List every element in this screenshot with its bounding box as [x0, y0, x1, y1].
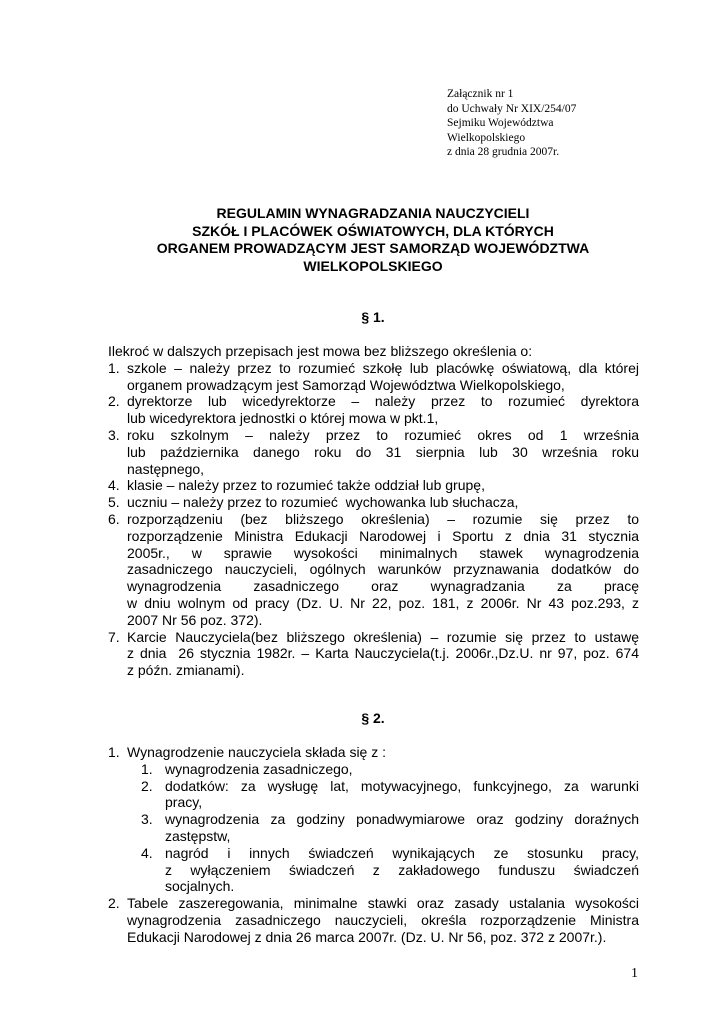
- salary-list-continued: [108, 895, 639, 945]
- annex-header: [447, 87, 647, 160]
- annex-line: do Uchwały Nr XIX/254/07: [447, 102, 577, 115]
- title-line: WIELKOPOLSKIEGO: [303, 257, 443, 274]
- item-number: 3.: [108, 426, 120, 443]
- annex-line: Wielkopolskiego: [447, 131, 526, 144]
- item-number: 6.: [108, 510, 120, 527]
- item-number: 5.: [108, 494, 120, 511]
- definitions-list: [108, 360, 639, 679]
- salary-list: [108, 744, 639, 761]
- item-number: 1.: [141, 760, 153, 777]
- list-item: 4. klasie – należy przez to rozumieć także oddział lub grupę,: [108, 477, 485, 494]
- salary-components-list: [108, 761, 639, 895]
- page-number: 1: [631, 966, 638, 981]
- list-item: 3. roku szkolnym – należy przez to rozumieć okres od 1 września lub października danego roku do 31 sierpnia lub 30 września roku następnego,: [108, 426, 639, 477]
- title-line: SZKÓŁ I PLACÓWEK OŚWIATOWYCH, DLA KTÓRYCH: [192, 222, 554, 239]
- list-item: 3. wynagrodzenia za godziny ponadwymiarowe oraz godziny doraźnych zastępstw,: [141, 811, 639, 844]
- list-item: 2. Tabele zaszeregowania, minimalne stawki oraz zasady ustalania wysokości wynagrodzenia zasadniczego nauczycieli, określa rozporządzenie Ministra Edukacji Narodowej z dnia 26 marca 2007r. (Dz. U. Nr 56, poz. 372 z 2007r.).: [108, 895, 639, 945]
- list-item: 4. nagród i innych świadczeń wynikających ze stosunku pracy, z wyłączeniem świadczeń z zakładowego funduszu świadczeń socjalnych.: [141, 844, 639, 895]
- section-2-body: [108, 744, 639, 946]
- section-1-body: [108, 343, 639, 679]
- list-item: 6. rozporządzeniu (bez bliższego określenia) – rozumie się przez to rozporządzenie Ministra Edukacji Narodowej i Sportu z dnia 31 stycznia 2005r., w sprawie wysokości minimalnych stawek wynagrodzenia zasadniczego nauczycieli, ogólnych warunków przyznawania dodatków do wynagrodzenia zasadniczego oraz wynagradzania za pracę w dniu wolnym od pracy (Dz. U. Nr 22, poz. 181, z 2006r. Nr 43 poz.293, z 2007 Nr 56 poz. 372).: [108, 510, 639, 628]
- list-item: 2. dyrektorze lub wicedyrektorze – należy przez to rozumieć dyrektora lub wicedyrektora jednostki o której mowa w pkt.1,: [108, 393, 639, 427]
- list-item: 2. dodatków: za wysługę lat, motywacyjnego, funkcyjnego, za warunki pracy,: [141, 777, 639, 811]
- annex-line: z dnia 28 grudnia 2007r.: [447, 146, 560, 159]
- title-line: ORGANEM PROWADZĄCYM JEST SAMORZĄD WOJEWÓDZTWA: [156, 240, 590, 256]
- item-number: 1.: [108, 744, 120, 760]
- title-line: REGULAMIN WYNAGRADZANIA NAUCZYCIELI: [216, 205, 530, 221]
- item-number: 7.: [108, 628, 120, 645]
- document-title: [108, 205, 638, 275]
- list-item: 1. Wynagrodzenie nauczyciela składa się z :: [108, 744, 387, 760]
- item-number: 1.: [108, 359, 120, 376]
- list-item: 1. szkole – należy przez to rozumieć szkołę lub placówkę oświatową, dla której organem prowadzącym jest Samorząd Województwa Wielkopolskiego,: [108, 359, 639, 393]
- list-item: 5. uczniu – należy przez to rozumieć wychowanka lub słuchacza,: [108, 494, 519, 511]
- section-1-heading: § 1.: [361, 309, 385, 325]
- item-number: 4.: [108, 477, 120, 494]
- item-number: 4.: [141, 844, 153, 861]
- item-number: 2.: [108, 393, 120, 410]
- section-2-heading: § 2.: [361, 710, 385, 726]
- section-1-intro: Ilekroć w dalszych przepisach jest mowa bez bliższego określenia o:: [108, 343, 533, 359]
- item-number: 2.: [108, 895, 120, 912]
- item-number: 3.: [141, 811, 153, 828]
- list-item: 7. Karcie Nauczyciela(bez bliższego określenia) – rozumie się przez to ustawę z dnia 26 stycznia 1982r. – Karta Nauczyciela(t.j. 2006r.,Dz.U. nr 97, poz. 674 z późn. zmianami).: [108, 628, 639, 679]
- item-number: 2.: [141, 777, 153, 794]
- list-item: 1. wynagrodzenia zasadniczego,: [141, 760, 353, 777]
- annex-line: Załącznik nr 1: [447, 88, 514, 100]
- annex-line: Sejmiku Województwa: [447, 117, 554, 130]
